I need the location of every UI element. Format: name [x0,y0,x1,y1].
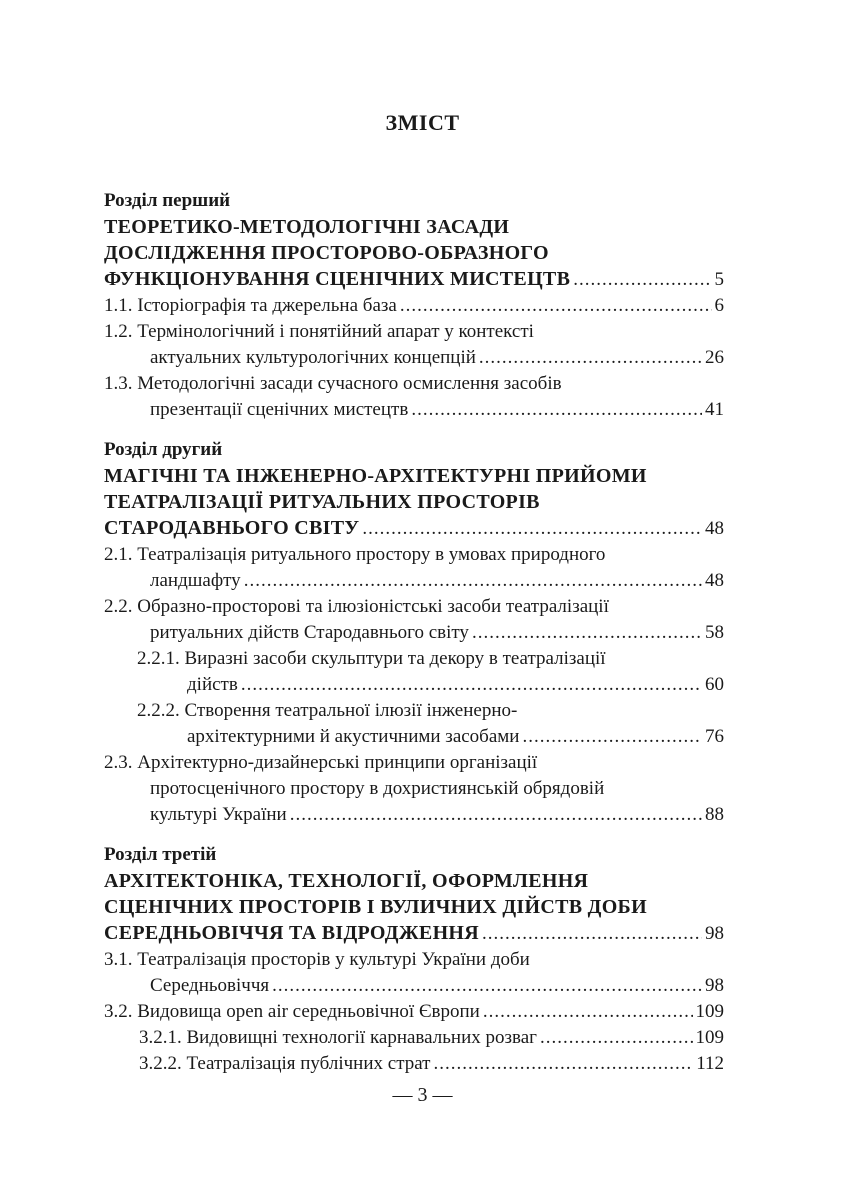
dot-leader [434,1051,694,1077]
toc-entry[interactable] [104,266,724,293]
page-ref: 6 [714,295,724,316]
entry-text: ландшафту [150,570,241,591]
page-ref: 98 [705,975,724,996]
section-label: Розділ третій [104,844,217,865]
page-ref: 48 [705,518,724,539]
toc-entry[interactable] [104,1025,724,1051]
page-ref: 109 [695,1027,724,1048]
toc-entry[interactable] [104,319,724,371]
toc-entry[interactable] [104,947,724,999]
entry-text: 3.2. Видовища open air середньовічної Європи [104,1001,480,1022]
entry-text: презентації сценічних мистецтв [150,399,409,420]
toc-entry[interactable] [104,371,724,423]
dot-leader [472,620,702,646]
entry-text: 2.3. Архітектурно-дизайнерські принципи організації [104,752,538,773]
dot-leader [573,267,711,293]
toc-entry[interactable] [104,999,724,1025]
section-title-line: ТЕАТРАЛІЗАЦІЇ РИТУАЛЬНИХ ПРОСТОРІВ [104,491,540,513]
page-ref: 60 [705,674,724,695]
page-number: — 3 — [392,1084,453,1106]
dot-leader [241,672,702,698]
entry-text: архітектурними й акустичними засобами [187,726,520,747]
page-ref: 48 [705,570,724,591]
dot-leader [411,397,702,423]
entry-text: Середньовіччя [150,975,270,996]
entry-text: 1.3. Методологічні засади сучасного осмислення засобів [104,373,562,394]
section-label: Розділ другий [104,439,223,460]
section-title-line: СТАРОДАВНЬОГО СВІТУ [104,517,360,539]
section-label: Розділ перший [104,190,231,211]
dot-leader [483,999,693,1025]
section-title-line: АРХІТЕКТОНІКА, ТЕХНОЛОГІЇ, ОФОРМЛЕННЯ [104,870,589,892]
entry-text: 3.1. Театралізація просторів у культурі України доби [104,949,530,970]
entry-text: протосценічного простору в дохристиянській обрядовій [150,778,605,799]
entry-text: 2.2.2. Створення театральної ілюзії інженерно- [137,700,518,721]
dot-leader [272,973,702,999]
page-ref: 41 [705,399,724,420]
entry-text: ритуальних дійств Стародавнього світу [150,622,469,643]
toc-entry[interactable] [104,542,724,594]
entry-text: актуальних культурологічних концепцій [150,347,476,368]
table-of-contents [104,188,724,1077]
toc-entry[interactable] [104,1051,724,1077]
section-title-line: ТЕОРЕТИКО-МЕТОДОЛОГІЧНІ ЗАСАДИ [104,216,510,238]
toc-section-3 [104,842,724,1077]
page-ref: 112 [696,1053,724,1074]
page-ref: 88 [705,804,724,825]
page-ref: 26 [705,347,724,368]
dot-leader [522,724,702,750]
toc-section-1 [104,188,724,423]
toc-entry[interactable] [104,646,724,698]
entry-text: культурі України [150,804,287,825]
dot-leader [400,293,712,319]
toc-entry[interactable] [104,750,724,828]
toc-entry[interactable] [104,594,724,646]
section-title-line: СЕРЕДНЬОВІЧЧЯ ТА ВІДРОДЖЕННЯ [104,922,480,944]
entry-text: 3.2.1. Видовищні технології карнавальних розваг [139,1027,537,1048]
page-ref: 58 [705,622,724,643]
section-title-line: ДОСЛІДЖЕННЯ ПРОСТОРОВО-ОБРАЗНОГО [104,242,549,264]
dot-leader [482,921,702,947]
section-title-line: ФУНКЦІОНУВАННЯ СЦЕНІЧНИХ МИСТЕЦТВ [104,268,571,290]
entry-text: 1.2. Термінологічний і понятійний апарат у контексті [104,321,534,342]
dot-leader [244,568,702,594]
page-ref: 76 [705,726,724,747]
dot-leader [362,516,702,542]
dot-leader [540,1025,693,1051]
toc-entry[interactable] [104,920,724,947]
entry-text: дійств [187,674,238,695]
dot-leader [290,802,702,828]
entry-text: 2.2. Образно-просторові та ілюзіоністські засоби театралізації [104,596,609,617]
toc-section-2 [104,437,724,828]
entry-text: 2.1. Театралізація ритуального простору в умовах природного [104,544,606,565]
entry-text: 3.2.2. Театралізація публічних страт [139,1053,431,1074]
section-title-line: СЦЕНІЧНИХ ПРОСТОРІВ І ВУЛИЧНИХ ДІЙСТВ ДОБИ [104,896,647,918]
toc-entry[interactable] [104,698,724,750]
toc-entry[interactable] [104,515,724,542]
dot-leader [479,345,702,371]
page-ref: 5 [714,269,724,290]
entry-text: 2.2.1. Виразні засоби скульптури та декору в театралізації [137,648,606,669]
page-ref: 98 [705,923,724,944]
section-title-line: МАГІЧНІ ТА ІНЖЕНЕРНО-АРХІТЕКТУРНІ ПРИЙОМИ [104,465,647,487]
entry-text: 1.1. Історіографія та джерельна база [104,295,397,316]
toc-entry[interactable] [104,293,724,319]
page-ref: 109 [695,1001,724,1022]
page-title: ЗМІСТ [385,110,460,135]
